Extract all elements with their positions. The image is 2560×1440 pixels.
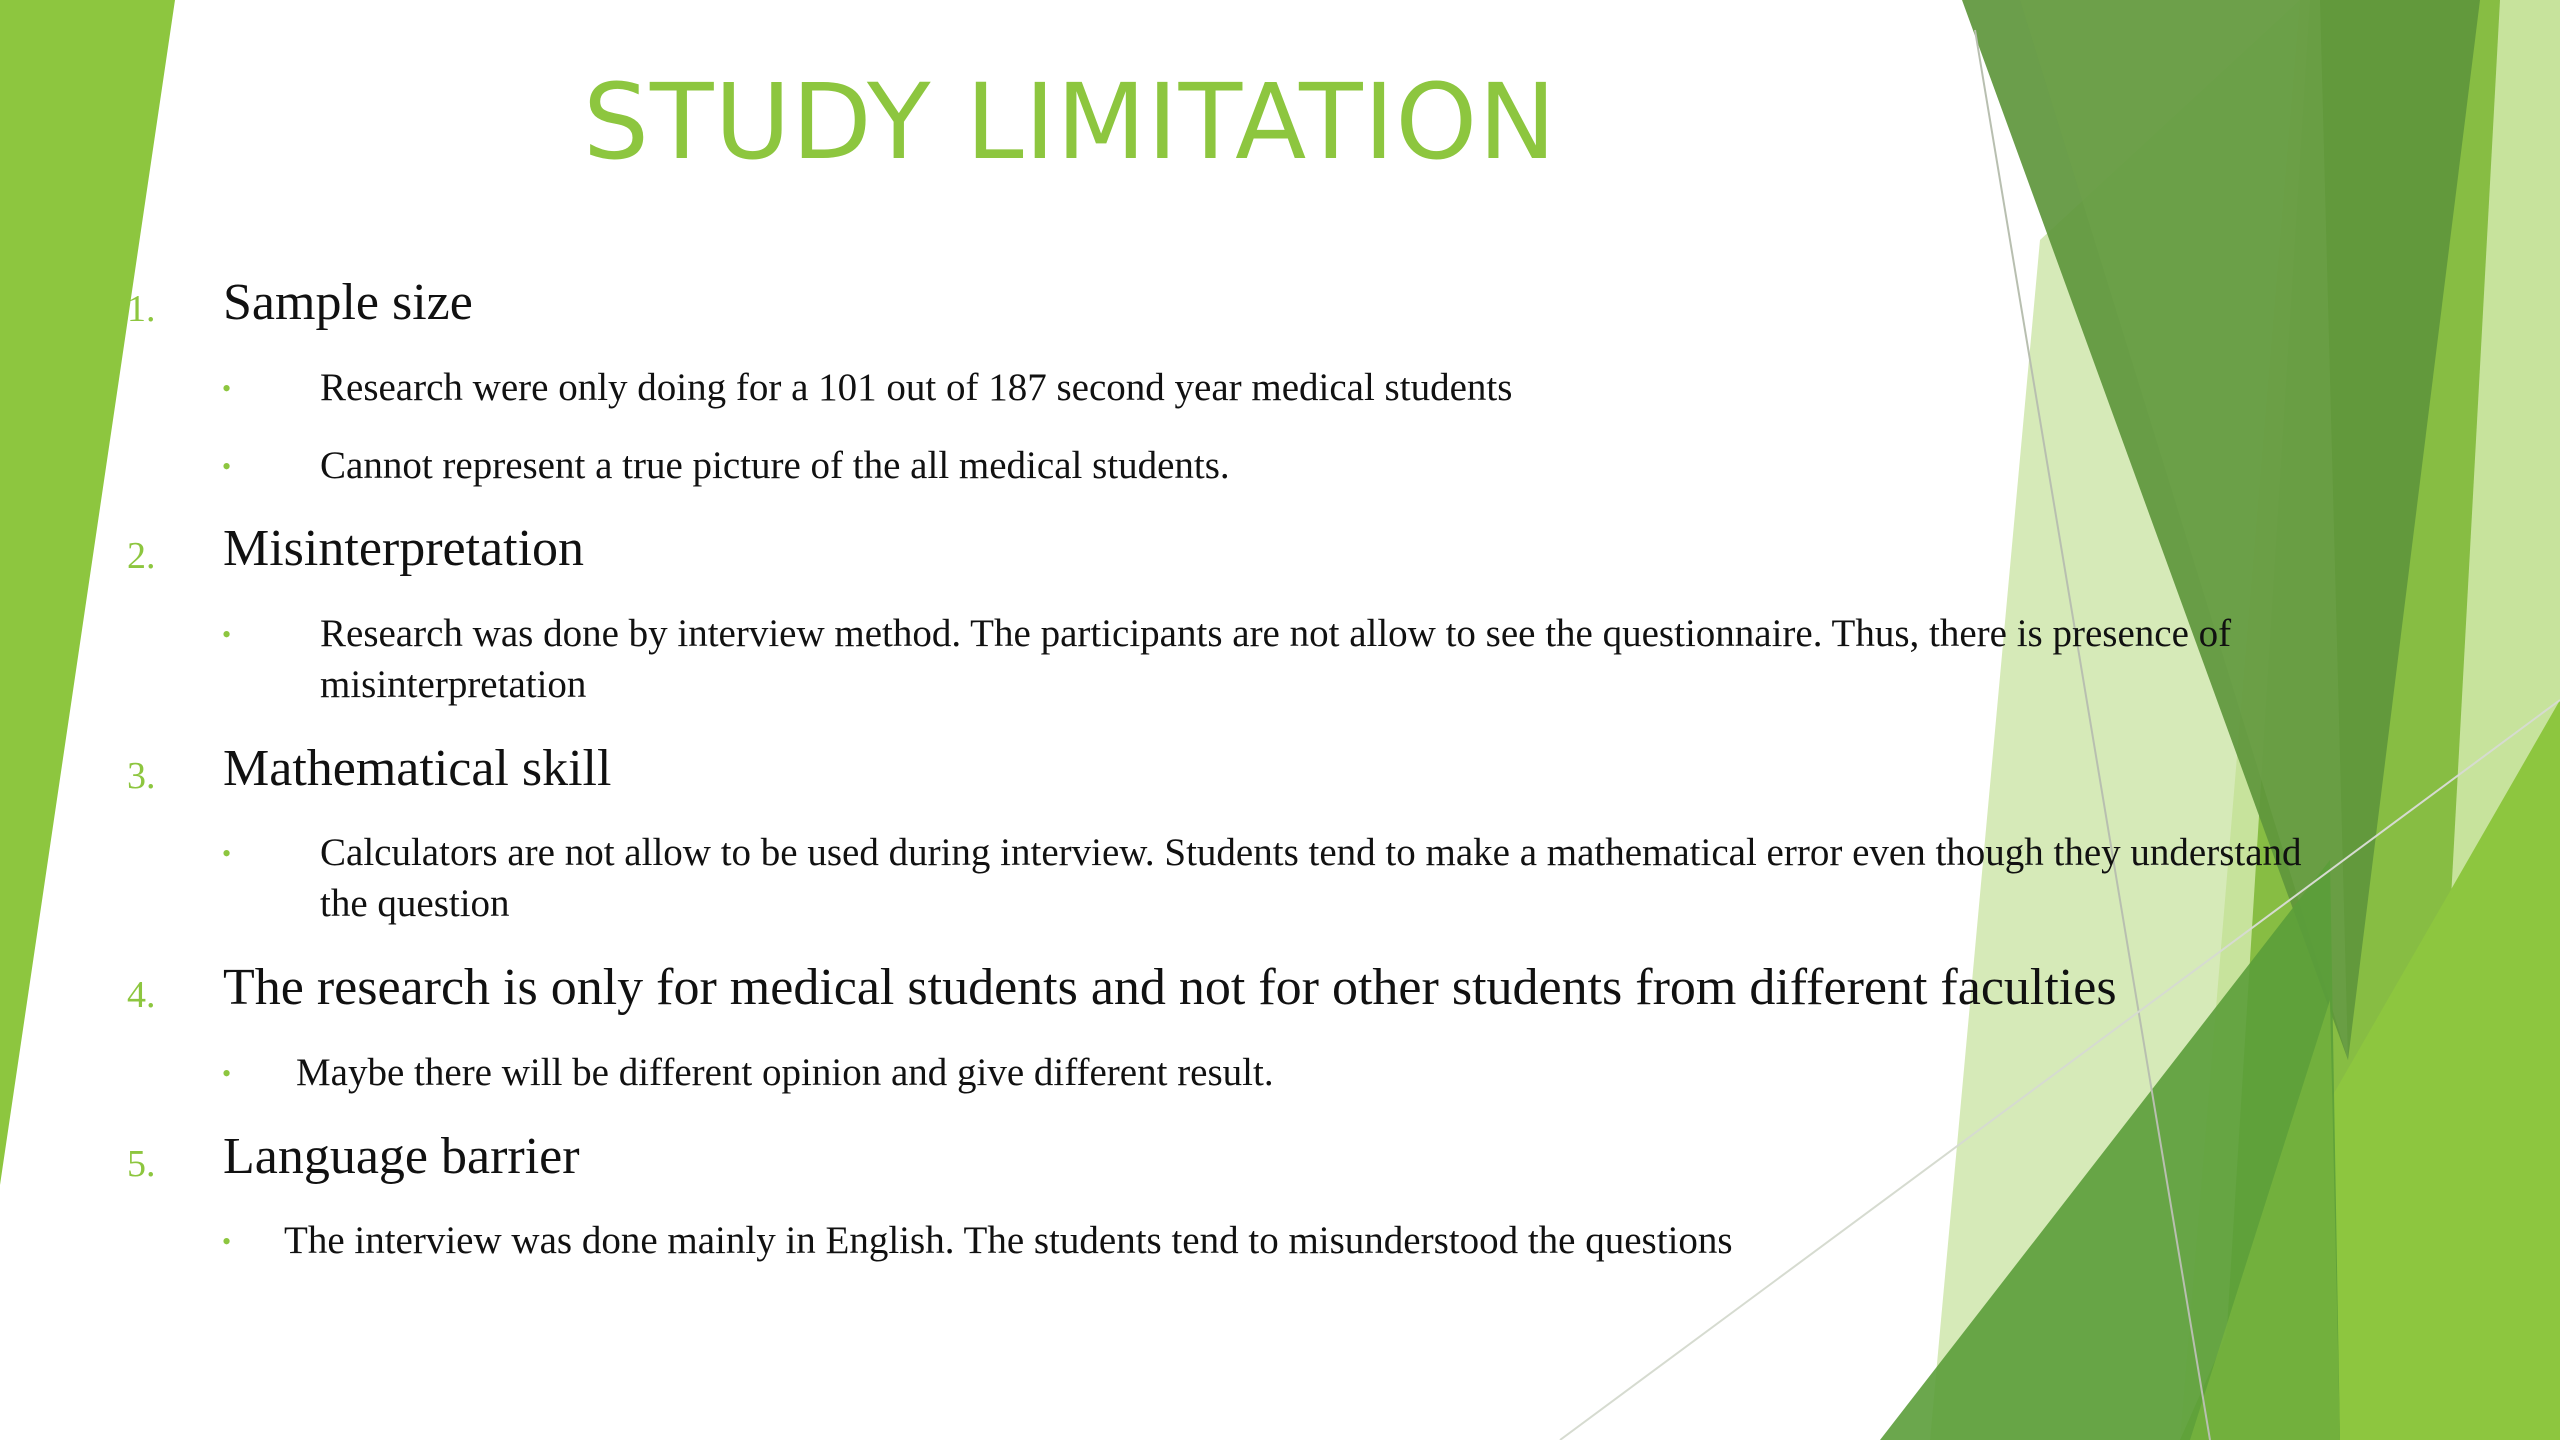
bullet-icon: • bbox=[222, 452, 232, 481]
item-heading: Language barrier bbox=[223, 1128, 580, 1185]
item-number: 5. bbox=[127, 1143, 156, 1185]
item-point: Calculators are not allow to be used during interview. Students tend to make a mathematical error even though they understand the question bbox=[320, 831, 2302, 925]
item-number: 2. bbox=[127, 535, 156, 577]
item-heading: The research is only for medical students and not for other students from different faculties bbox=[223, 959, 2117, 1016]
bullet-icon: • bbox=[222, 1227, 232, 1256]
item-point: The interview was done mainly in English. The students tend to misunderstood the questions bbox=[284, 1219, 1733, 1262]
item-heading: Sample size bbox=[223, 274, 473, 331]
bullet-icon: • bbox=[222, 620, 232, 649]
item-number: 1. bbox=[127, 288, 156, 330]
item-number: 4. bbox=[127, 974, 156, 1016]
bullet-icon: • bbox=[222, 839, 232, 868]
item-point: Research were only doing for a 101 out of 187 second year medical students bbox=[320, 366, 1513, 409]
item-heading: Mathematical skill bbox=[223, 740, 612, 797]
slide-title: STUDY LIMITATION bbox=[582, 61, 1558, 183]
bullet-icon: • bbox=[222, 374, 232, 403]
bullet-icon: • bbox=[222, 1059, 232, 1088]
item-point: Research was done by interview method. The participants are not allow to see the questionnaire. Thus, there is presence of misinterpretation bbox=[320, 612, 2232, 706]
item-point: Maybe there will be different opinion and give different result. bbox=[296, 1051, 1274, 1094]
item-heading: Misinterpretation bbox=[223, 520, 585, 577]
item-point: Cannot represent a true picture of the all medical students. bbox=[320, 444, 1230, 487]
item-number: 3. bbox=[127, 755, 156, 797]
